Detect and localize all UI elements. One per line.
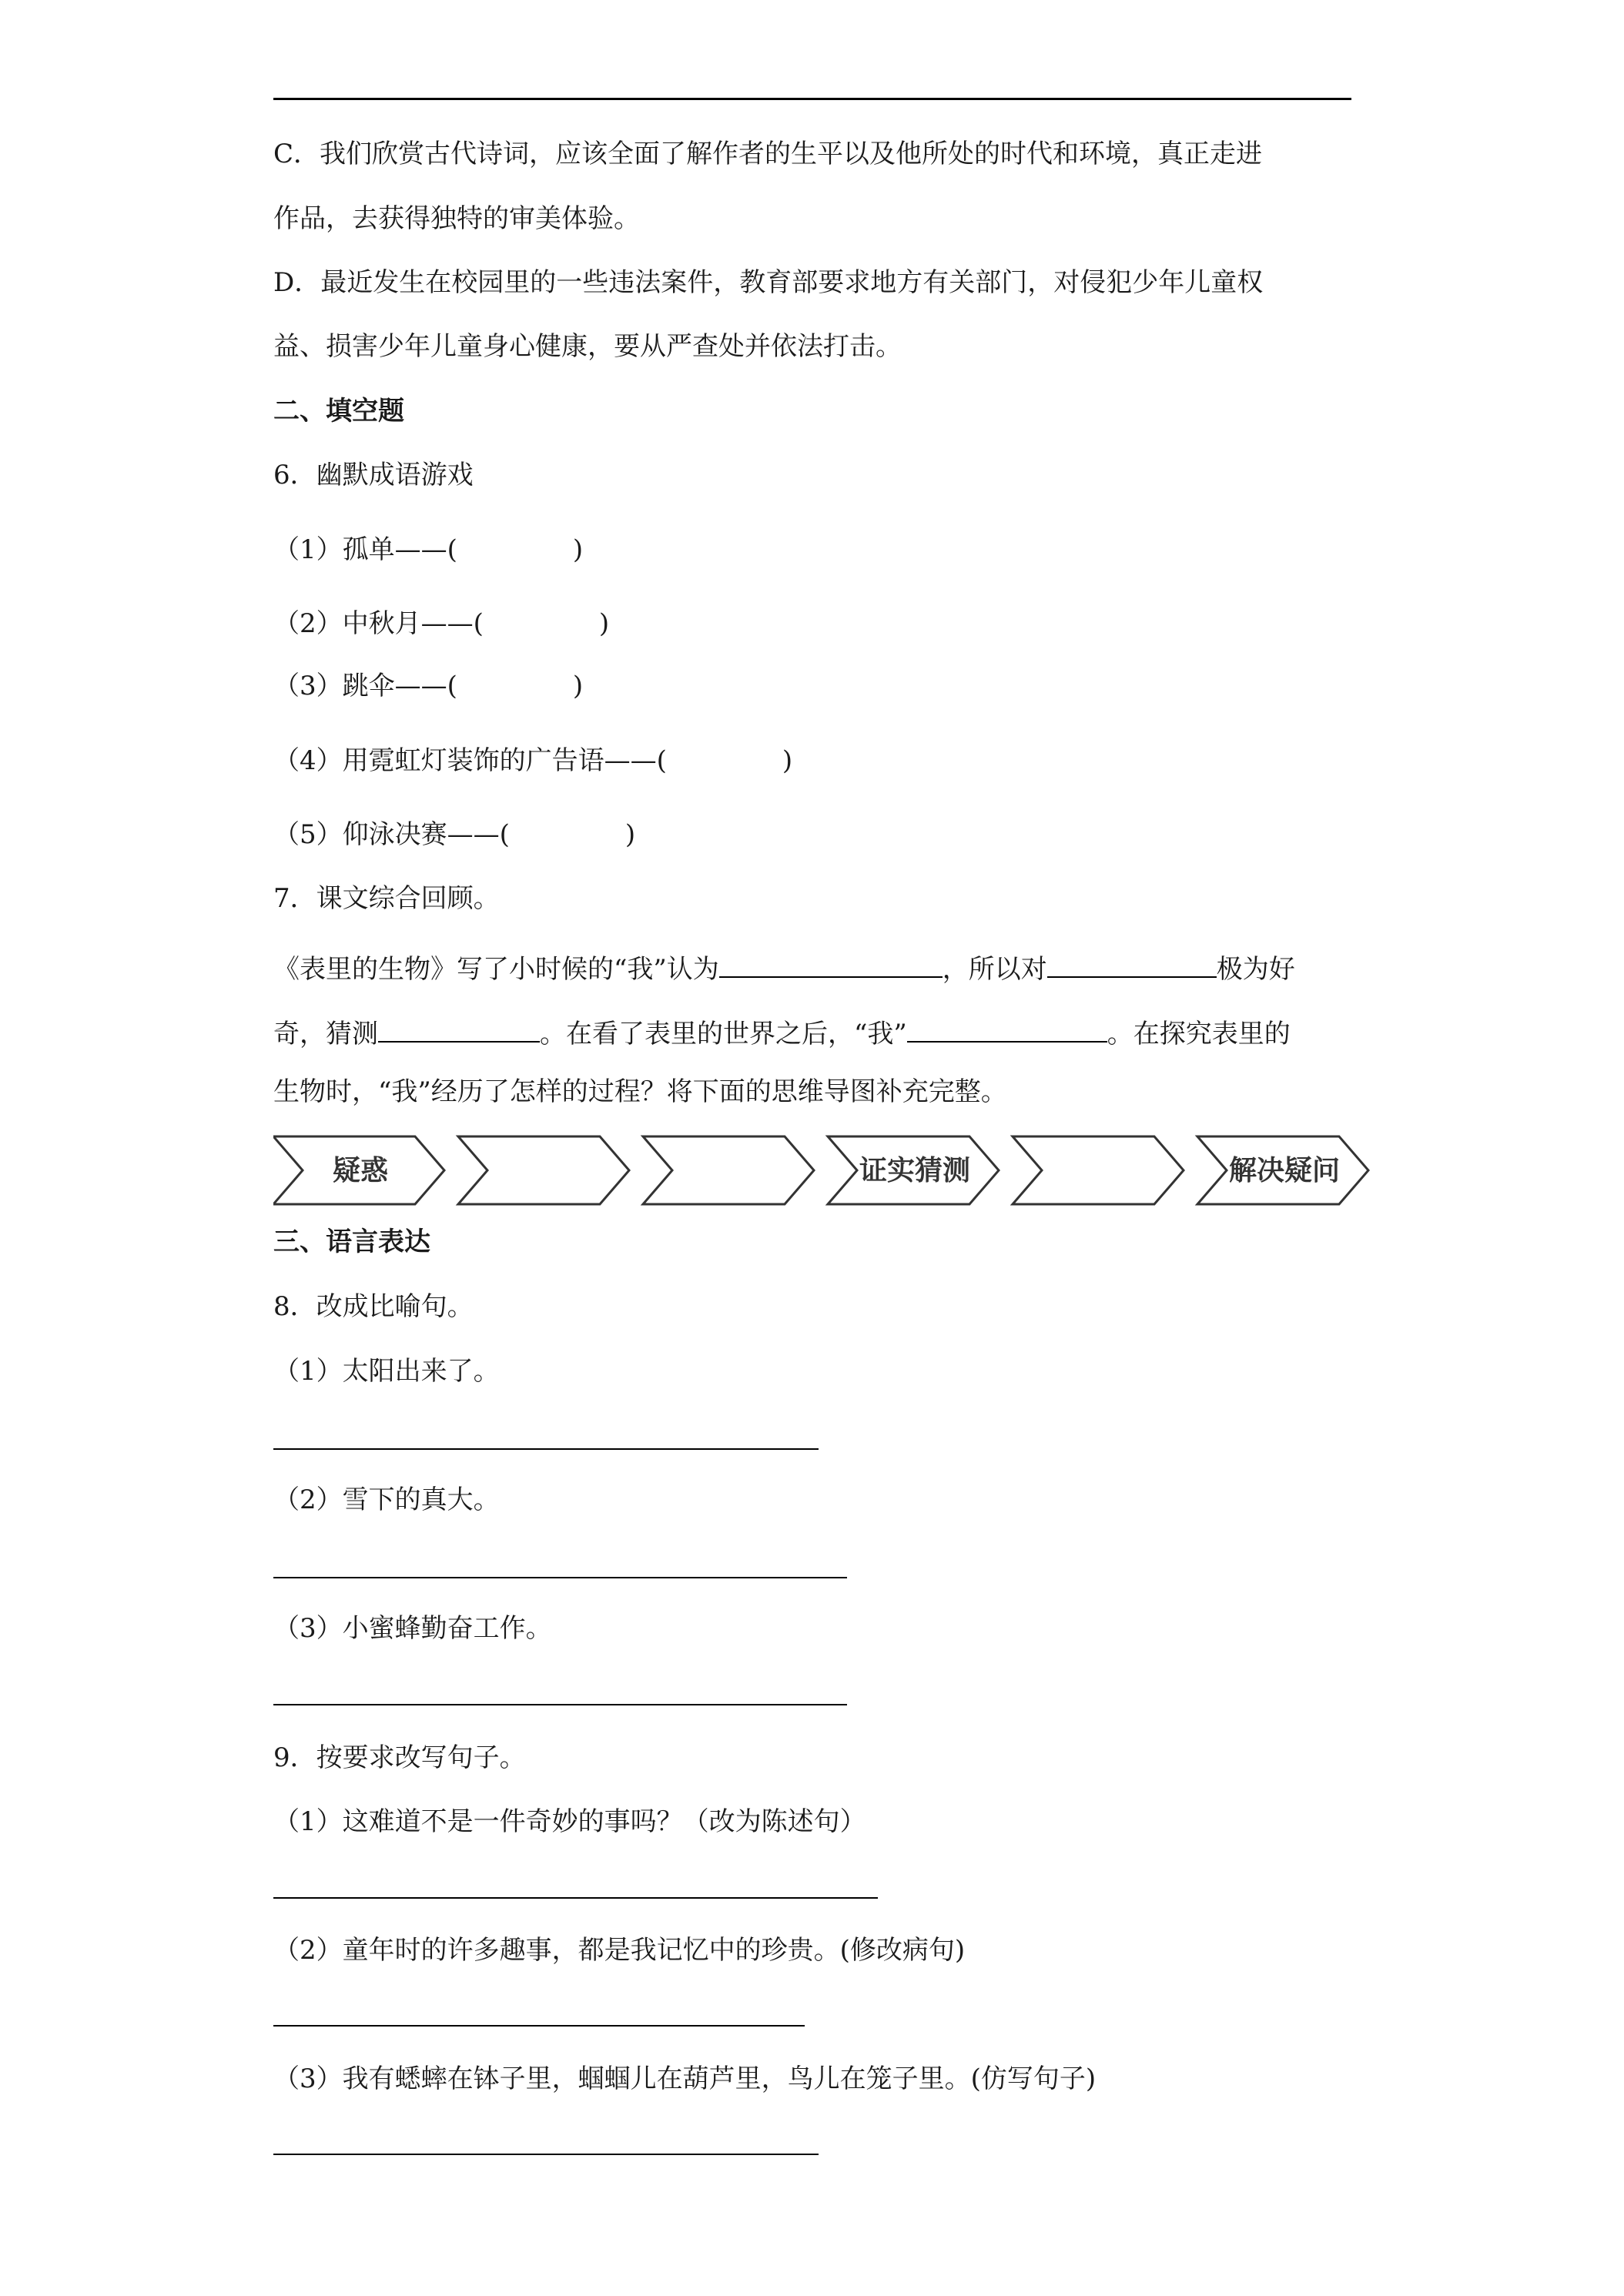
option-c-line2: 作品，去获得独特的审美体验。: [273, 203, 640, 234]
option-d-line2: 益、损害少年儿童身心健康，要从严查处并依法打击。: [273, 331, 902, 362]
q9-item-1: （1）这难道不是一件奇妙的事吗？（改为陈述句）: [273, 1806, 866, 1837]
q7-blank-3[interactable]: [378, 1015, 540, 1043]
q7-blank-2[interactable]: [1047, 950, 1217, 978]
flow-step-4-label: 证实猜测: [859, 1155, 971, 1186]
q7-blank-1[interactable]: [719, 950, 943, 978]
q9-item-3: （3）我有蟋蟀在钵子里，蝈蝈儿在葫芦里，鸟儿在笼子里。(仿写句子): [273, 2063, 1097, 2094]
q8-answer-line-2[interactable]: [273, 1577, 847, 1578]
q7-line2-a: 奇，猜测: [273, 1019, 378, 1049]
q7-stem: 7．课文综合回顾。: [273, 883, 500, 914]
q6-item-1-prefix: （1）孤单——(: [273, 534, 457, 565]
q7-line1-b: ，所以对: [942, 954, 1047, 985]
mind-map-flow: [273, 1132, 1459, 1209]
flow-step-6-label: 解决疑问: [1228, 1155, 1341, 1186]
option-d-line1: D．最近发生在校园里的一些违法案件，教育部要求地方有关部门，对侵犯少年儿童权: [273, 267, 1264, 298]
q6-item-3-suffix: ): [572, 671, 584, 701]
option-c-line1: C．我们欣赏古代诗词，应该全面了解作者的生平以及他所处的时代和环境，真正走进: [273, 139, 1263, 169]
q6-item-3-prefix: （3）跳伞——(: [273, 671, 457, 701]
top-rule: [273, 98, 1351, 100]
q6-item-4-prefix: （4）用霓虹灯装饰的广告语——(: [273, 745, 667, 776]
q9-answer-line-1[interactable]: [273, 1897, 878, 1899]
q6-item-1-suffix: ): [572, 534, 584, 565]
flow-step-5[interactable]: [1013, 1136, 1184, 1204]
q7-line2-c: 。在探究表里的: [1107, 1019, 1291, 1049]
flow-step-3[interactable]: [643, 1136, 814, 1204]
flow-step-1-label: 疑惑: [332, 1155, 389, 1186]
q7-line2: [273, 1015, 1291, 1047]
q9-item-2: （2）童年时的许多趣事，都是我记忆中的珍贵。(修改病句): [273, 1935, 966, 1966]
q7-line1-c: 极为好: [1216, 954, 1295, 985]
q6-item-5-prefix: （5）仰泳决赛——(: [273, 819, 510, 850]
q6-item-3: [273, 673, 583, 699]
q9-stem: 9．按要求改写句子。: [273, 1742, 526, 1773]
flow-step-2[interactable]: [458, 1136, 629, 1204]
q7-line2-b: 。在看了表里的世界之后，“我”: [540, 1019, 907, 1049]
q6-item-2-suffix: ): [598, 608, 610, 639]
q8-answer-line-1[interactable]: [273, 1448, 819, 1450]
q9-answer-line-2[interactable]: [273, 2025, 805, 2027]
section2-title: 二、填空题: [273, 396, 404, 427]
q6-item-5-suffix: ): [624, 819, 636, 850]
q8-stem: 8．改成比喻句。: [273, 1291, 474, 1322]
q7-blank-4[interactable]: [907, 1015, 1107, 1043]
section3-title: 三、语言表达: [273, 1227, 430, 1257]
q8-item-1: （1）太阳出来了。: [273, 1356, 500, 1387]
q9-answer-line-3[interactable]: [273, 2154, 819, 2155]
q7-line1: [273, 950, 1295, 985]
q8-item-3: （3）小蜜蜂勤奋工作。: [273, 1613, 552, 1644]
q8-answer-line-3[interactable]: [273, 1704, 847, 1705]
q6-item-4: [273, 745, 793, 776]
q6-item-5: [273, 819, 636, 850]
q6-stem: 6．幽默成语游戏: [273, 460, 474, 490]
q6-item-1: [273, 534, 584, 565]
q6-item-2-prefix: （2）中秋月——(: [273, 608, 484, 639]
q8-item-2: （2）雪下的真大。: [273, 1484, 500, 1515]
q7-line1-a: 《表里的生物》写了小时候的“我”认为: [273, 954, 719, 985]
q7-line3: 生物时，“我”经历了怎样的过程？将下面的思维导图补充完整。: [273, 1076, 1007, 1107]
q6-item-4-suffix: ): [782, 745, 793, 776]
q6-item-2: [273, 608, 610, 639]
